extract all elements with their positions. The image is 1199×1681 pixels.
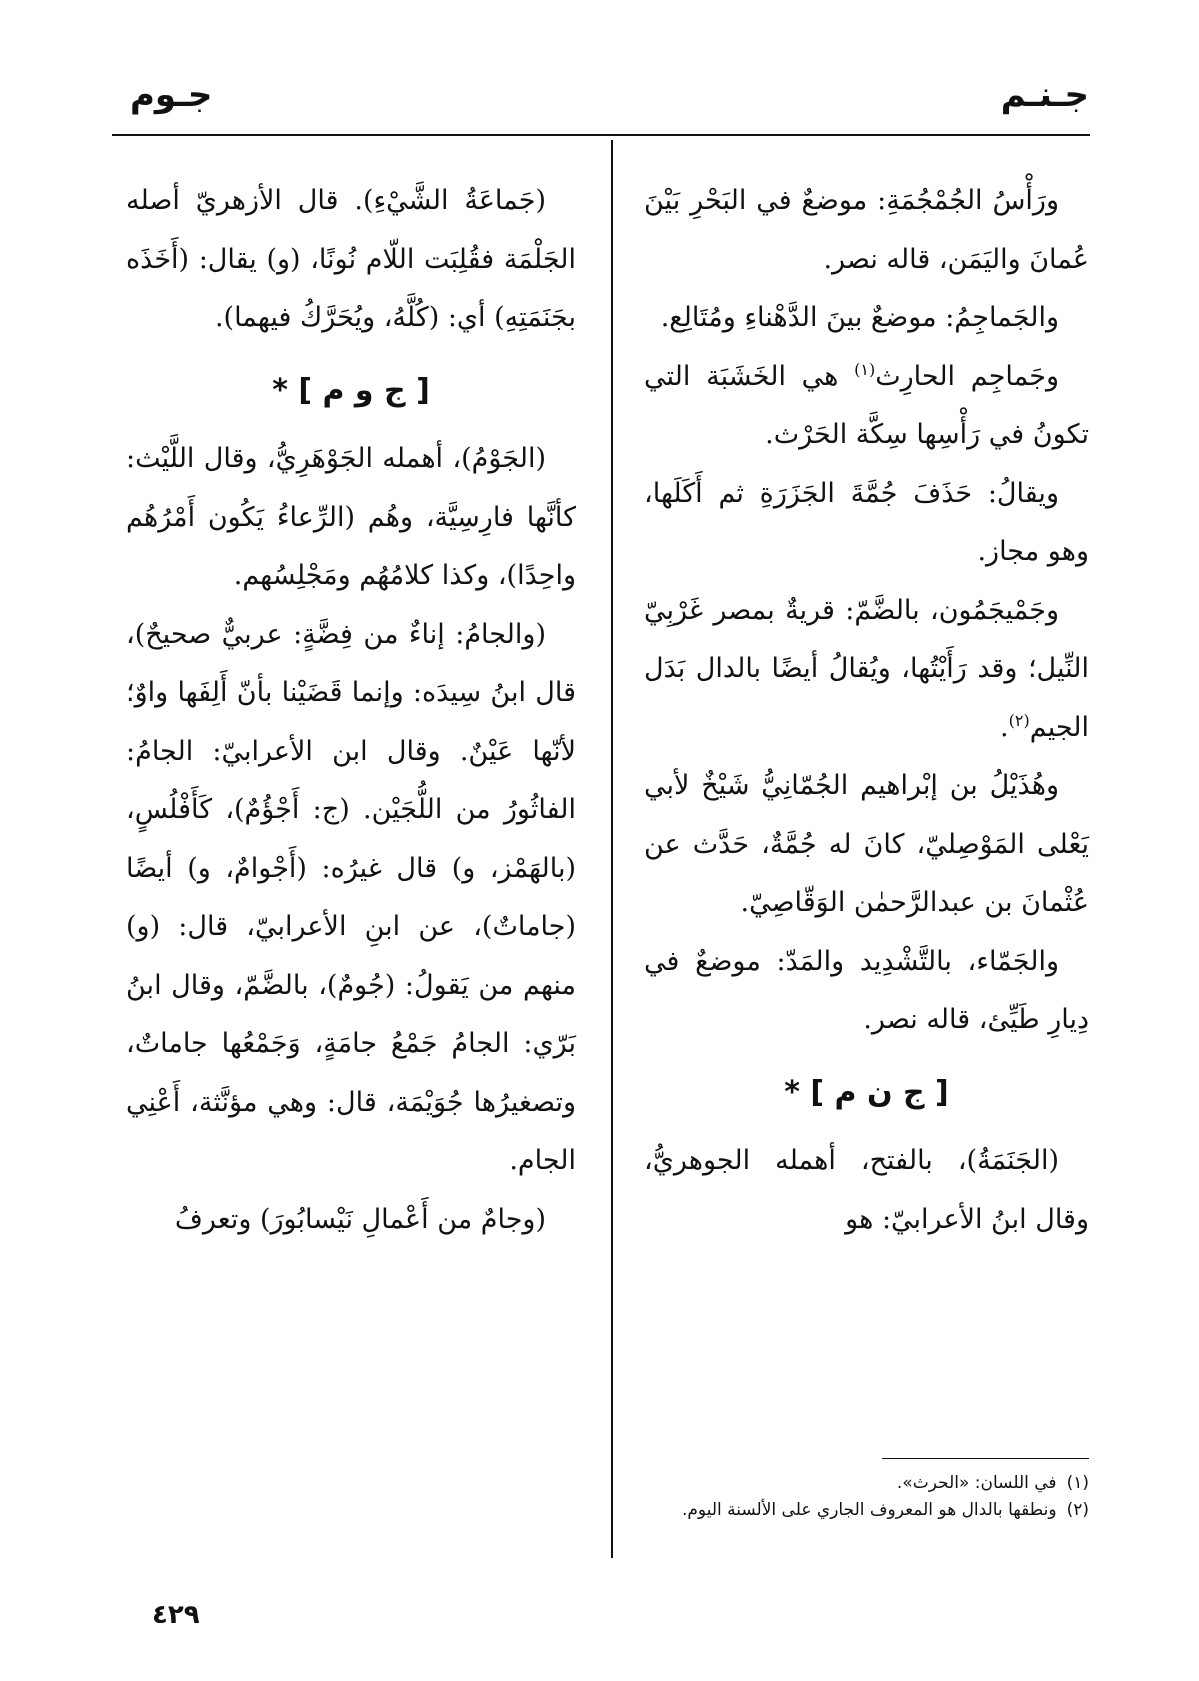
entry-heading: [ ج ن م ] * bbox=[784, 1074, 949, 1110]
paragraph: (والجامُ: إناءٌ من فِضَّةٍ: عربيٌّ صحيحٌ)، قال ابنُ سِيدَه: وإنما قَضَيْنا بأنّ أَلِفَها واوٌ؛ لأنّها عَيْنٌ. وقال ابن الأعرابيّ: الجامُ: الفاثُورُ من اللُّجَيْن. (ج: أَجْؤُمٌ)، كَأَفْلُسٍ، (بالهَمْز، و) قال غيرُه: (أَجْوامٌ، و) أيضًا (جاماتٌ)، عن ابنِ الأعرابيّ، قال: (و) منهم من يَقولُ: (جُومٌ)، بالضَّمّ، وقال ابنُ بَرّي: الجامُ جَمْعُ جامَةٍ، وَجَمْعُها جاماتٌ، وتصغيرُها جُوَيْمَة، قال: وهي مؤنَّثة، أَعْنِي الجام. bbox=[126, 618, 576, 1176]
footnote-reference: (٢) bbox=[1008, 710, 1030, 730]
paragraph: وهُذَيْلُ بن إبْراهيم الجُمّانِيُّ شَيْخٌ لأبي يَعْلى المَوْصِليّ، كانَ له جُمَّةٌ، حَدَّث عن عُثْمانَ بن عبدالرَّحمٰن الوَقّاصِيّ. bbox=[644, 770, 1089, 918]
footnote bbox=[644, 1470, 1089, 1497]
right-column bbox=[644, 172, 1089, 1249]
paragraph: ويقالُ: حَذَفَ جُمَّةَ الجَزَرَةِ ثم أَكَلَها، وهو مجاز. bbox=[644, 477, 1089, 567]
running-head-right: جـنـم bbox=[1000, 75, 1089, 115]
paragraph-text: . bbox=[1000, 711, 1009, 743]
paragraph: (جَماعَةُ الشَّيْءِ). قال الأزهريّ أصله الجَلْمَة فقُلِبَت اللّام نُونًا، (و) يقال: (أَخَذَه بجَنَمَتِهِ) أي: (كُلَّهُ، ويُحَرَّكُ فيهما). bbox=[126, 185, 576, 333]
paragraph: والجَمّاء، بالتَّشْدِيد والمَدّ: موضعٌ في دِيارِ طَيِّئ، قاله نصر. bbox=[644, 945, 1089, 1035]
paragraph-text: وجَماجِم الحارِث bbox=[875, 360, 1059, 392]
paragraph: (وجامٌ من أَعْمالِ نَيْسابُورَ) وتعرفُ bbox=[174, 1203, 546, 1235]
column-divider bbox=[611, 140, 613, 1558]
paragraph-text: هي الخَشَبَة التي تكونُ في رَأْسِها سِكَّة الحَرْث. bbox=[644, 360, 1089, 450]
footnote-number: (٢) bbox=[1066, 1500, 1089, 1520]
entry-heading: [ ج و م ] * bbox=[272, 372, 430, 408]
paragraph bbox=[644, 582, 1089, 758]
page-number: ٤٢٩ bbox=[152, 1600, 200, 1630]
footnote-text: في اللسان: «الحرث». bbox=[896, 1473, 1057, 1493]
header-rule bbox=[112, 134, 1090, 136]
footnote-number: (١) bbox=[1066, 1473, 1089, 1493]
footnotes bbox=[644, 1470, 1089, 1524]
paragraph: والجَماجِمُ: موضعٌ بينَ الدَّهْناءِ ومُتَالِع. bbox=[660, 302, 1059, 333]
footnote-rule bbox=[882, 1458, 1089, 1459]
paragraph: ورَأْسُ الجُمْجُمَةِ: موضعٌ في البَحْرِ بَيْنَ عُمانَ واليَمَن، قاله نصر. bbox=[644, 185, 1089, 275]
paragraph: (الجَوْمُ)، أهمله الجَوْهَرِيُّ، وقال اللَّيْث: كأنَّها فارِسِيَّة، وهُم (الرِّعاءُ يَكُون أَمْرُهُم واحِدًا)، وكذا كلامُهُم ومَجْلِسُهم. bbox=[126, 443, 576, 591]
paragraph-text: وجَمْيجَمُون، بالضَّمّ: قريةٌ بمصر غَرْبِيّ النِّيل؛ وقد رَأَيْتُها، ويُقالُ أيضًا بالدال بَدَل الجيم bbox=[644, 594, 1089, 743]
footnote-text: ونطقها بالدال هو المعروف الجاري على الألسنة اليوم. bbox=[682, 1500, 1057, 1520]
footnote bbox=[644, 1497, 1089, 1524]
footnote-reference: (١) bbox=[854, 359, 876, 379]
paragraph: (الجَنَمَةُ)، بالفتح، أهمله الجوهريُّ، وقال ابنُ الأعرابيّ: هو bbox=[644, 1145, 1089, 1235]
left-column bbox=[126, 172, 576, 1249]
paragraph bbox=[644, 348, 1089, 465]
running-head-left: جـوم bbox=[130, 75, 213, 115]
